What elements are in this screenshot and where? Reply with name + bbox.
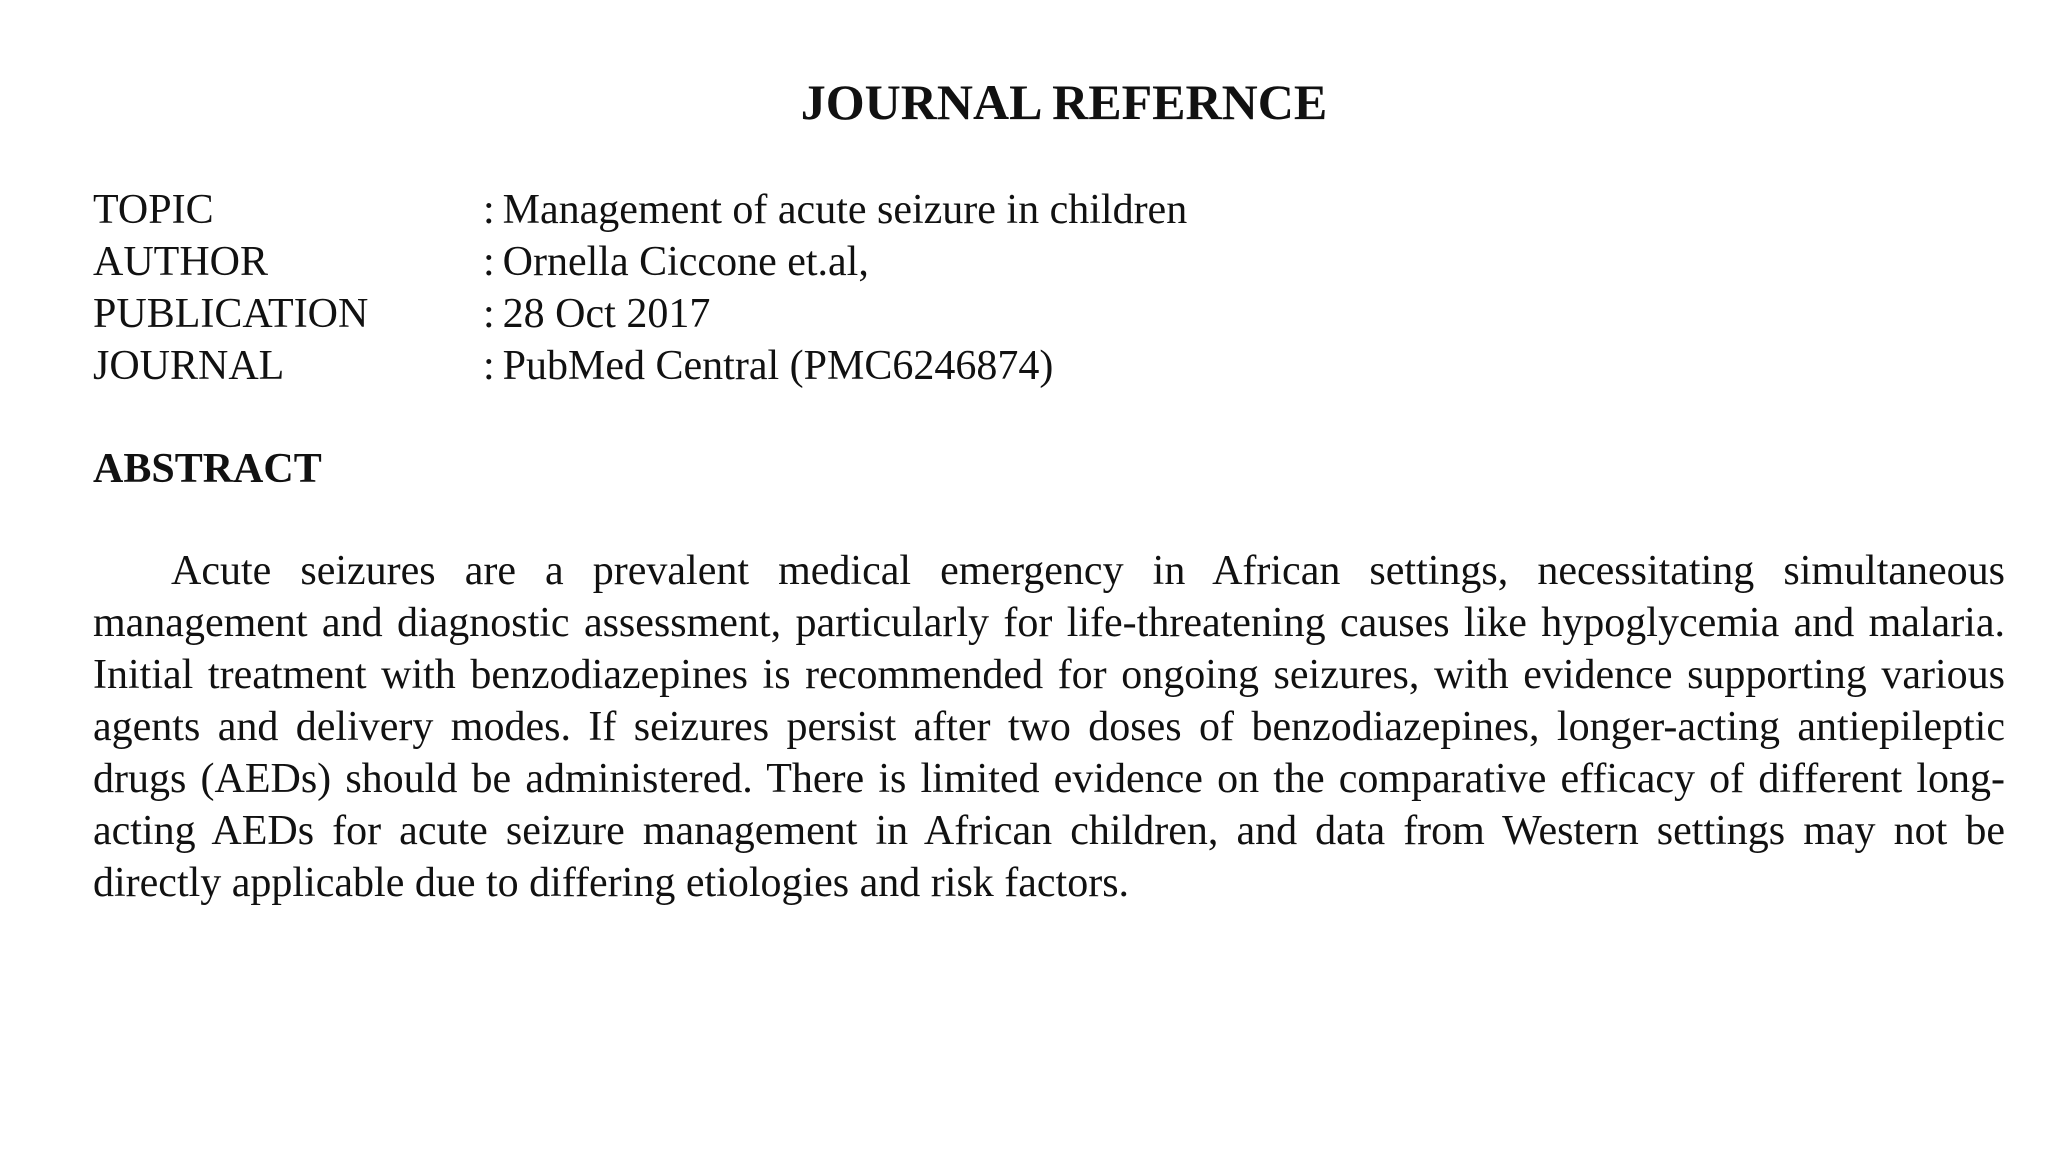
meta-value-author: Ornella Ciccone et.al, — [502, 239, 869, 285]
meta-label-topic: TOPIC — [93, 187, 214, 233]
meta-value-publication: 28 Oct 2017 — [502, 291, 711, 337]
meta-separator: : — [483, 291, 495, 337]
page-title: JOURNAL REFERNCE — [800, 74, 1328, 130]
meta-label-author: AUTHOR — [93, 239, 268, 285]
meta-separator: : — [483, 343, 495, 389]
meta-separator: : — [483, 187, 495, 233]
meta-row-author — [93, 236, 1893, 288]
meta-value-topic: Management of acute seizure in children — [502, 187, 1188, 233]
meta-separator: : — [483, 239, 495, 285]
meta-label-publication: PUBLICATION — [93, 291, 369, 337]
meta-value-journal: PubMed Central (PMC6246874) — [502, 343, 1054, 389]
meta-row-publication — [93, 288, 1893, 340]
reference-metadata — [93, 184, 1893, 392]
meta-label-journal: JOURNAL — [93, 343, 285, 389]
abstract-paragraph: Acute seizures are a prevalent medical emergency in African settings, necessitating simultaneous management and diagnostic assessment, particularly for life-threatening causes like hypoglycemia and malaria. Initial treatment with benzodiazepines is recommended for ongoing seizures, with evidence supporting various agents and delivery modes. If seizures persist after two doses of benzodiazepines, longer-acting antiepileptic drugs (AEDs) should be administered. There is limited evidence on the comparative efficacy of different long-acting AEDs for acute seizure management in African children, and data from Western settings may not be directly applicable due to differing etiologies and risk factors. — [93, 548, 2005, 906]
meta-row-journal — [93, 340, 1893, 392]
meta-row-topic — [93, 184, 1893, 236]
abstract-heading: ABSTRACT — [93, 446, 322, 492]
